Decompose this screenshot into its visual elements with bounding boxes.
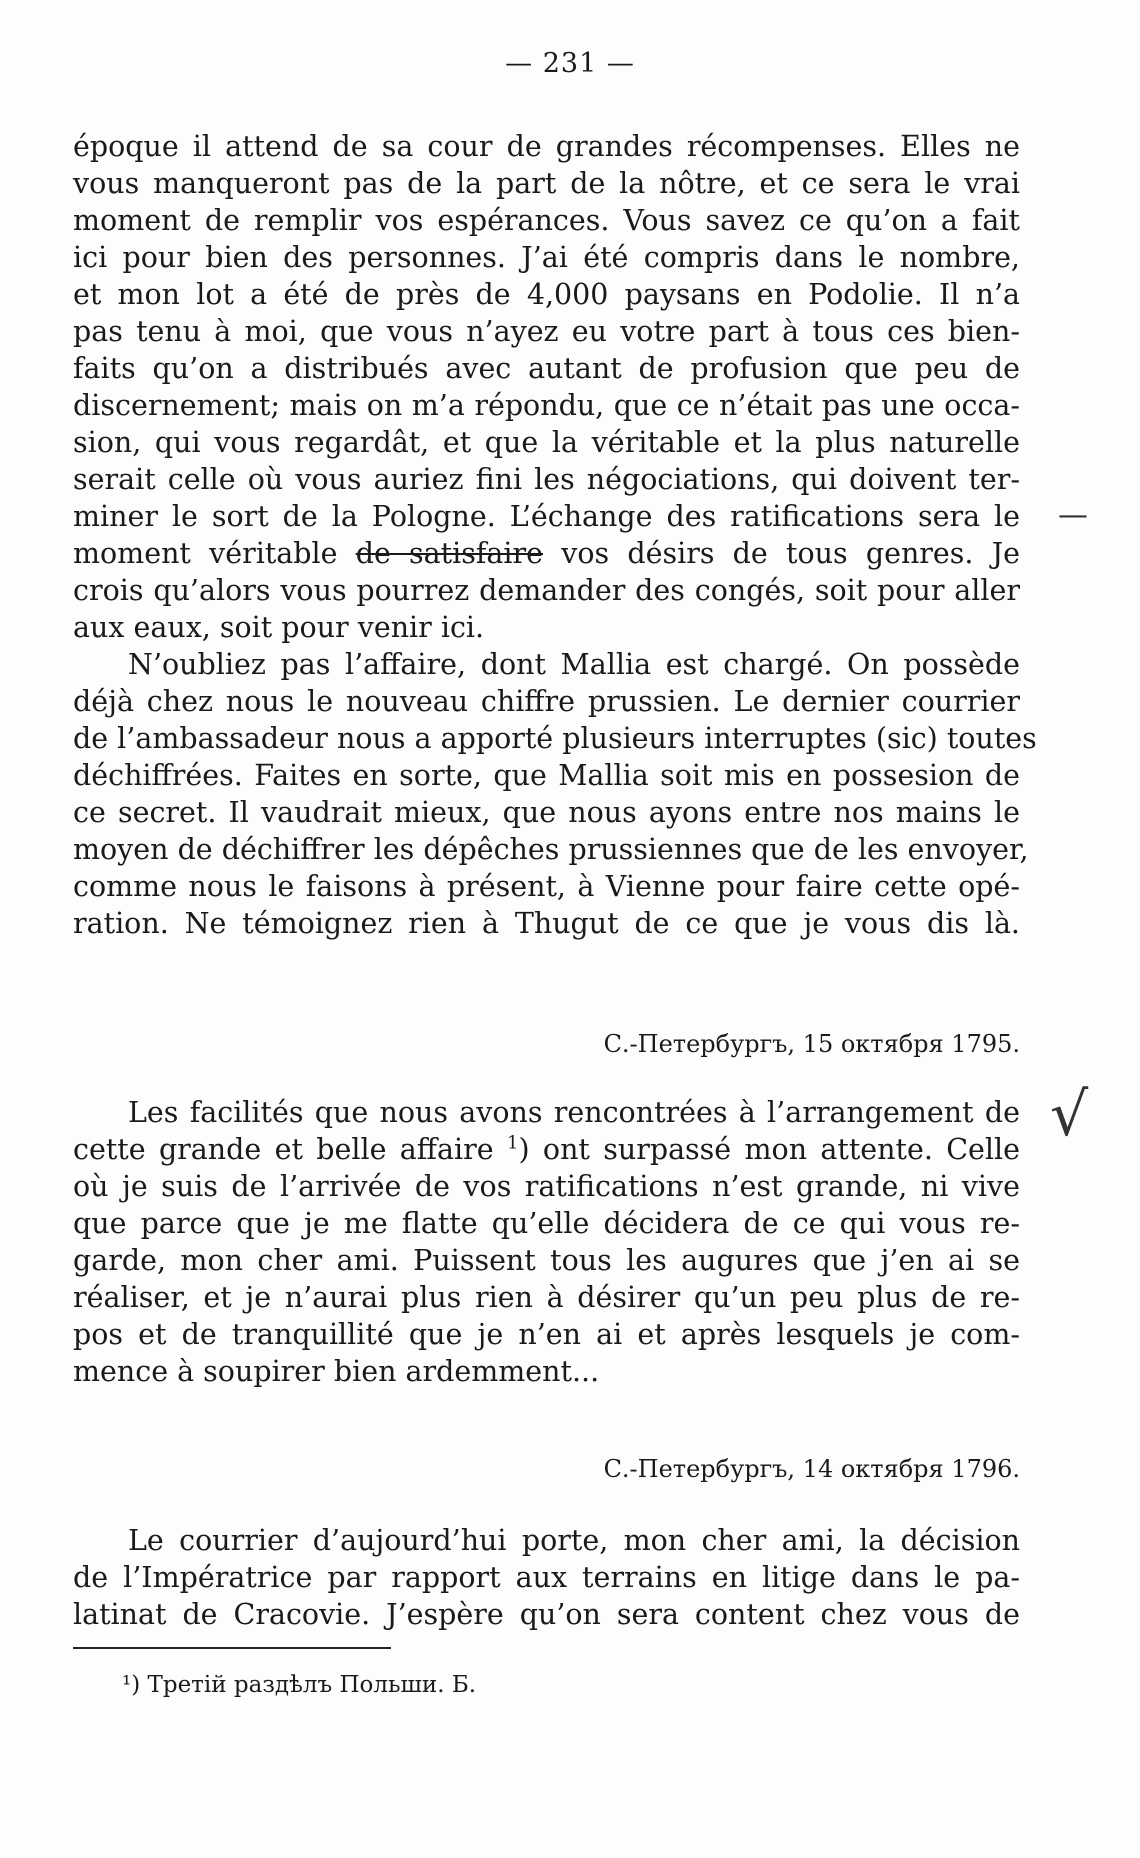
text-line: latinat de Cracovie. J’espère qu’on sera content chez vous de <box>73 1598 1020 1631</box>
text-line: faits qu’on a distribués avec autant de profusion que peu de <box>73 352 1020 385</box>
text-line: aux eaux, soit pour venir ici. <box>73 611 485 644</box>
struck-through-text: de satisfaire <box>355 537 544 570</box>
text-line: sion, qui vous regardât, et que la véritable et la plus naturelle <box>73 426 1020 459</box>
text-line: crois qu’alors vous pourrez demander des congés, soit pour aller <box>73 574 1020 607</box>
text-fragment: ) ont surpassé mon attente. Celle <box>518 1133 1020 1166</box>
text-fragment: cette grande et belle affaire <box>73 1133 494 1166</box>
footnote: ¹) Третій раздѣлъ Польши. Б. <box>122 1672 477 1698</box>
text-line: moment de remplir vos espérances. Vous savez ce qu’on a fait <box>73 204 1020 237</box>
text-line: que parce que je me flatte qu’elle décidera de ce qui vous re- <box>73 1207 1020 1240</box>
text-line: déchiffrées. Faites en sorte, que Mallia soit mis en possesion de <box>73 759 1020 792</box>
text-line: Les facilités que nous avons rencontrées à l’arrangement de <box>128 1096 1020 1129</box>
text-line: comme nous le faisons à présent, à Vienne pour faire cette opé- <box>73 870 1020 903</box>
letter-date-1796: С.-Петербургъ, 14 октября 1796. <box>603 1455 1020 1483</box>
text-line: où je suis de l’arrivée de vos ratifications n’est grande, ni vive <box>73 1170 1020 1203</box>
text-line: époque il attend de sa cour de grandes récompenses. Elles ne <box>73 130 1020 163</box>
text-line: N’oubliez pas l’affaire, dont Mallia est chargé. On possède <box>128 648 1020 681</box>
text-line: réaliser, et je n’aurai plus rien à désirer qu’un peu plus de re- <box>73 1281 1020 1314</box>
text-line: ici pour bien des personnes. J’ai été compris dans le nombre, <box>73 241 1020 274</box>
text-fragment: moment véritable <box>73 537 338 570</box>
text-line: serait celle où vous auriez fini les négociations, qui doivent ter- <box>73 463 1020 496</box>
text-line: ce secret. Il vaudrait mieux, que nous ayons entre nos mains le <box>73 796 1020 829</box>
text-line-with-strikeout <box>73 535 1020 572</box>
letter-date-1795: С.-Петербургъ, 15 октября 1795. <box>603 1030 1020 1058</box>
text-line: discernement; mais on m’a répondu, que ce n’était pas une occa- <box>73 389 1020 422</box>
text-line: moyen de déchiffrer les dépêches prussiennes que de les envoyer, <box>73 833 1029 866</box>
text-line: miner le sort de la Pologne. L’échange des ratifications sera le <box>73 500 1020 533</box>
footnote-rule <box>73 1647 391 1649</box>
text-line: garde, mon cher ami. Puissent tous les augures que j’en ai se <box>73 1244 1020 1277</box>
margin-dash-mark: — <box>1058 498 1088 533</box>
text-line: vous manqueront pas de la part de la nôtre, et ce sera le vrai <box>73 167 1020 200</box>
text-line: pas tenu à moi, que vous n’ayez eu votre part à tous ces bien- <box>73 315 1020 348</box>
text-line: et mon lot a été de près de 4,000 paysans en Podolie. Il n’a <box>73 278 1020 311</box>
text-line-with-footnote <box>73 1131 1020 1168</box>
text-line: déjà chez nous le nouveau chiffre prussien. Le dernier courrier <box>73 685 1020 718</box>
text-line: de l’ambassadeur nous a apporté plusieurs interruptes (sic) toutes <box>73 722 1037 755</box>
page-number: — 231 — <box>505 48 635 79</box>
letter-continuation <box>73 128 1037 942</box>
text-line: de l’Impératrice par rapport aux terrains en litige dans le pa- <box>73 1561 1020 1594</box>
letter-1796 <box>73 1522 1020 1633</box>
margin-check-mark: √ <box>1050 1080 1089 1150</box>
text-fragment: vos désirs de tous genres. Je <box>561 537 1020 570</box>
text-line: pos et de tranquillité que je n’en ai et après lesquels je com- <box>73 1318 1020 1351</box>
footnote-marker: 1 <box>507 1132 519 1154</box>
text-line: ration. Ne témoignez rien à Thugut de ce que je vous dis là. <box>73 907 1020 940</box>
letter-1795 <box>73 1094 1020 1390</box>
text-line: Le courrier d’aujourd’hui porte, mon cher ami, la décision <box>128 1524 1020 1557</box>
text-line: mence à soupirer bien ardemment... <box>73 1355 600 1388</box>
